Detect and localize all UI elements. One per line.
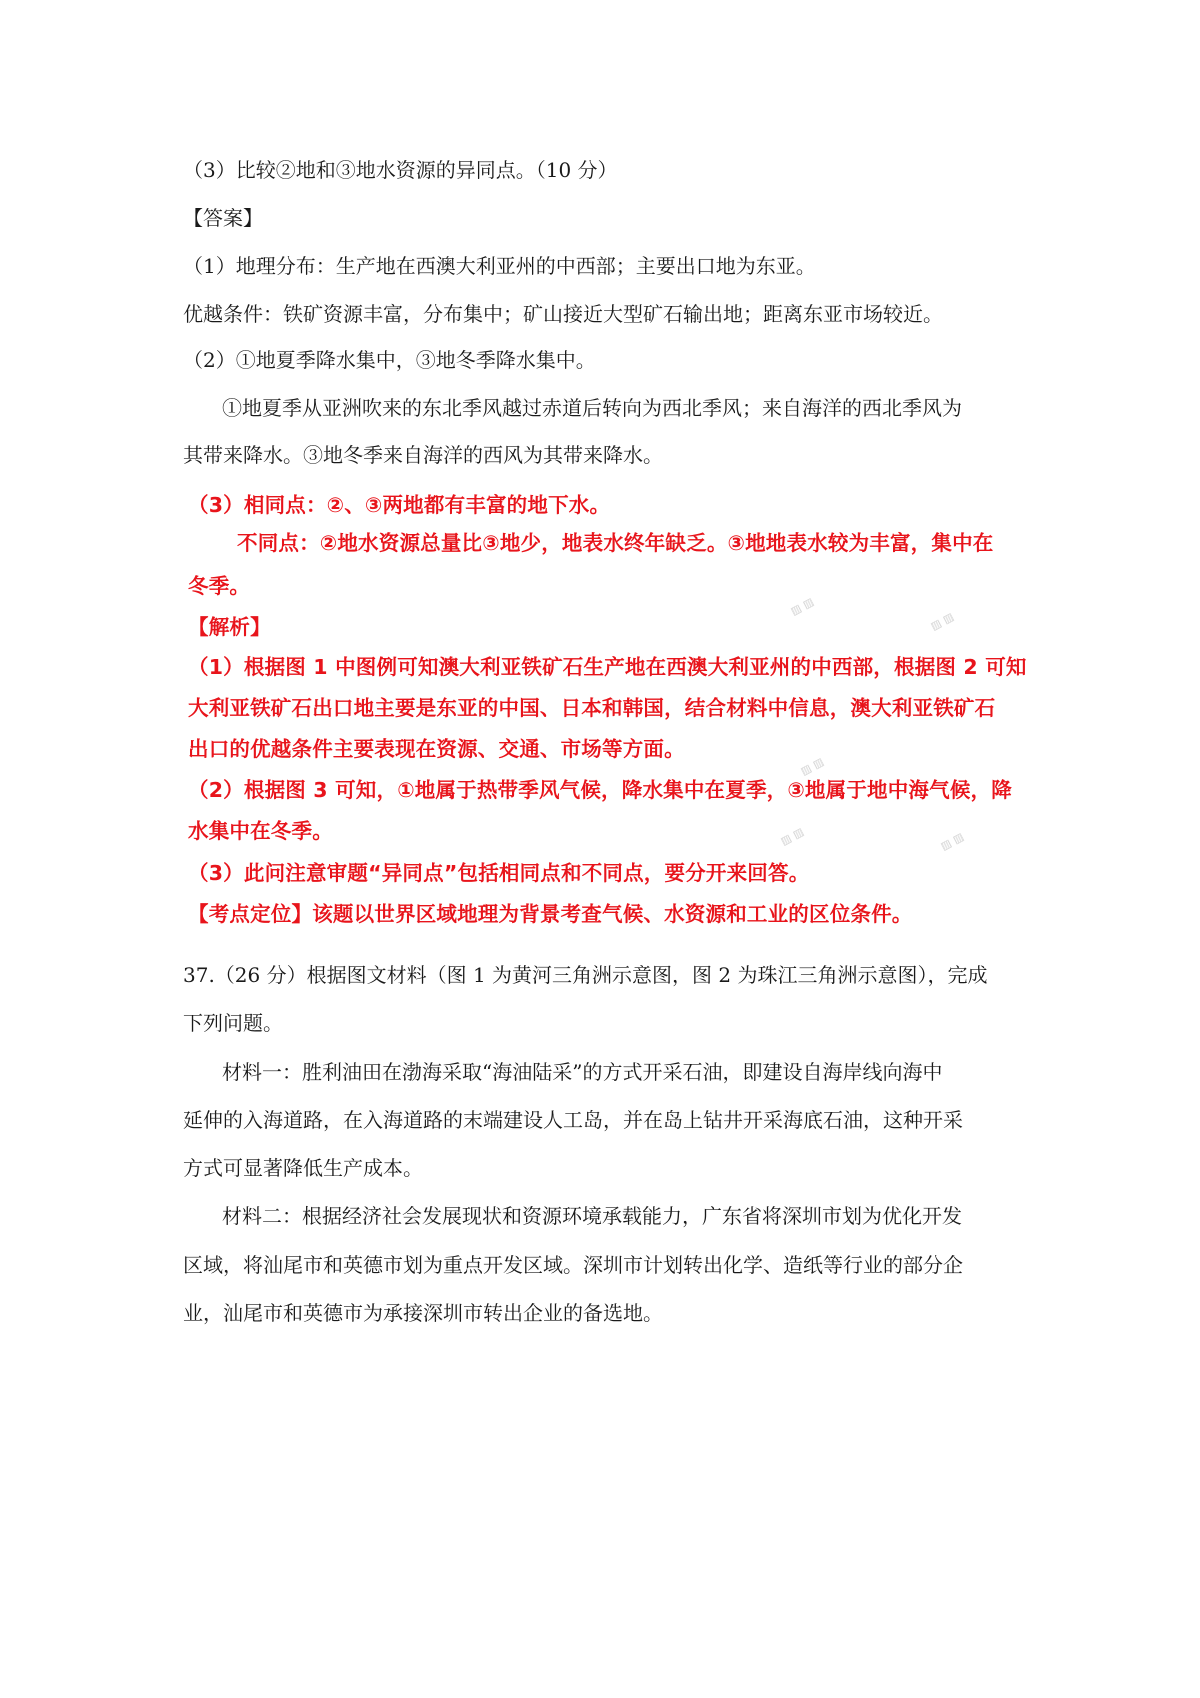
answer-line-1: （1）地理分布：生产地在西澳大利亚州的中西部；主要出口地为东亚。 — [183, 254, 816, 278]
question-3-prompt: （3）比较②地和③地水资源的异同点。（10 分） — [183, 158, 618, 182]
watermark-icon: ▨ ▨ — [798, 755, 826, 778]
red-line-9: 水集中在冬季。 — [188, 819, 333, 843]
answer-heading: 【答案】 — [183, 206, 263, 230]
red-line-8: （2）根据图 3 可知，①地属于热带季风气候，降水集中在夏季，③地属于地中海气候，降 — [188, 778, 1012, 802]
exam-point-line: 【考点定位】该题以世界区域地理为背景考查气候、水资源和工业的区位条件。 — [188, 902, 913, 926]
watermark-icon: ▨ ▨ — [928, 610, 956, 633]
q37-line-5: 方式可显著降低生产成本。 — [183, 1156, 423, 1180]
red-line-5: （1）根据图 1 中图例可知澳大利亚铁矿石生产地在西澳大利亚州的中西部，根据图 2 可知 — [188, 655, 1027, 679]
answer-line-2: 优越条件：铁矿资源丰富，分布集中；矿山接近大型矿石输出地；距离东亚市场较近。 — [183, 302, 943, 326]
q37-line-1: 37.（26 分）根据图文材料（图 1 为黄河三角洲示意图，图 2 为珠江三角洲示意图），完成 — [183, 963, 988, 987]
red-line-7: 出口的优越条件主要表现在资源、交通、市场等方面。 — [188, 737, 685, 761]
watermark-icon: ▨ ▨ — [788, 595, 816, 618]
answer-line-4: ①地夏季从亚洲吹来的东北季风越过赤道后转向为西北季风；来自海洋的西北季风为 — [222, 396, 962, 420]
answer-line-5: 其带来降水。③地冬季来自海洋的西风为其带来降水。 — [183, 443, 663, 467]
q37-line-2: 下列问题。 — [183, 1011, 283, 1035]
q37-line-3: 材料一：胜利油田在渤海采取“海油陆采”的方式开采石油，即建设自海岸线向海中 — [222, 1060, 943, 1084]
q37-line-6: 材料二：根据经济社会发展现状和资源环境承载能力，广东省将深圳市划为优化开发 — [222, 1204, 962, 1228]
analysis-heading: 【解析】 — [188, 615, 271, 639]
q37-line-4: 延伸的入海道路，在入海道路的末端建设人工岛，并在岛上钻井开采海底石油，这种开采 — [183, 1108, 963, 1132]
watermark-icon: ▨ ▨ — [938, 830, 966, 853]
q37-line-8: 业，汕尾市和英德市为承接深圳市转出企业的备选地。 — [183, 1301, 663, 1325]
q37-line-7: 区域，将汕尾市和英德市划为重点开发区域。深圳市计划转出化学、造纸等行业的部分企 — [183, 1253, 963, 1277]
answer-line-3: （2）①地夏季降水集中，③地冬季降水集中。 — [183, 348, 596, 372]
red-line-3: 冬季。 — [188, 574, 251, 598]
watermark-icon: ▨ ▨ — [778, 825, 806, 848]
red-line-10: （3）此问注意审题“异同点”包括相同点和不同点，要分开来回答。 — [188, 861, 810, 885]
red-line-1: （3）相同点：②、③两地都有丰富的地下水。 — [188, 493, 611, 517]
red-line-2: 不同点：②地水资源总量比③地少，地表水终年缺乏。③地地表水较为丰富，集中在 — [237, 531, 994, 555]
red-line-6: 大利亚铁矿石出口地主要是东亚的中国、日本和韩国，结合材料中信息，澳大利亚铁矿石 — [188, 696, 996, 720]
